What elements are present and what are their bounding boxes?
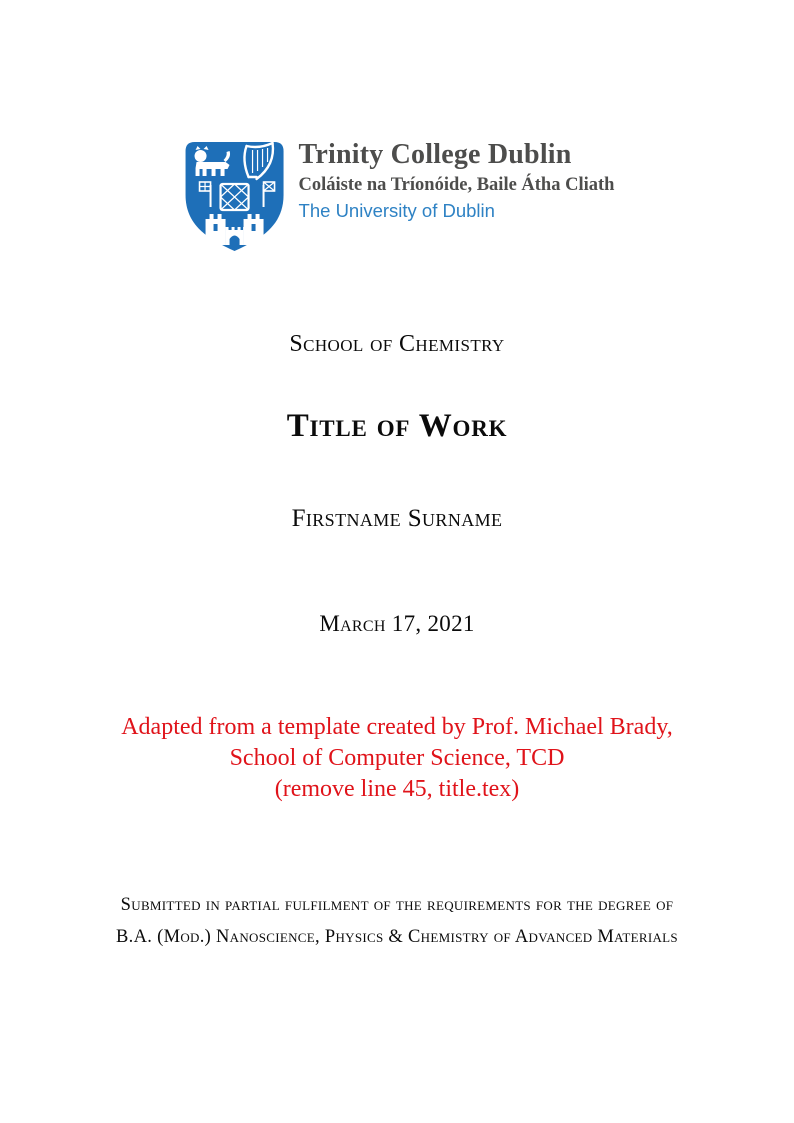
tcd-crest-icon [180, 137, 290, 253]
date: March 17, 2021 [319, 611, 475, 636]
submission-line: B.A. (Mod.) Nanoscience, Physics & Chemistry of Advanced Materials [116, 926, 678, 947]
tcd-logo-text [299, 137, 615, 222]
logo-tagline: The University of Dublin [298, 200, 495, 221]
tcd-logo [180, 137, 615, 253]
school-name: School of Chemistry [289, 331, 505, 357]
notice-line: School of Computer Science, TCD [229, 745, 565, 771]
work-title: Title of Work [286, 408, 508, 444]
logo-title: Trinity College Dublin [298, 139, 572, 170]
notice-line: (remove line 45, title.tex) [274, 776, 520, 802]
logo-subtitle-irish: Coláiste na Tríonóide, Baile Átha Cliath [298, 175, 615, 195]
notice-line: Adapted from a template created by Prof. Michael Brady, [121, 714, 673, 740]
submission-statement [0, 890, 794, 953]
submission-line: Submitted in partial fulfilment of the requirements for the degree of [120, 895, 674, 915]
template-notice [0, 712, 794, 805]
author-name: Firstname Surname [291, 505, 503, 532]
